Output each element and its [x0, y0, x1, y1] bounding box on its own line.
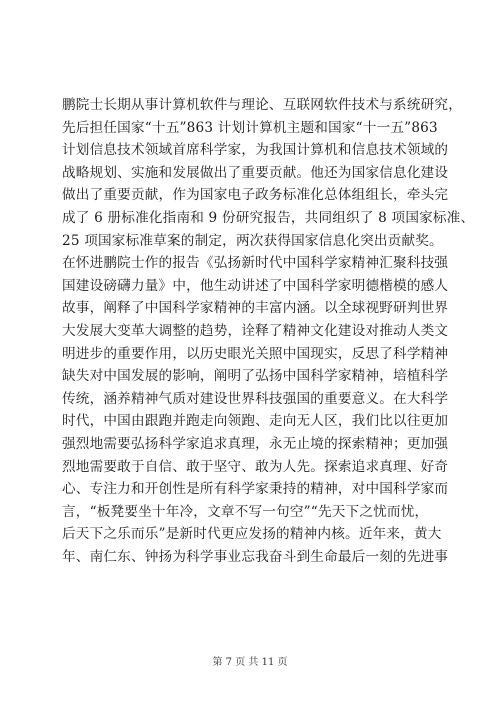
- body-text: [62, 94, 475, 568]
- text-line: 鹏院士长期从事计算机软件与理论、互联网软件技术与系统研究，: [62, 97, 463, 113]
- page-number-footer: 第 7 页 共 11 页: [212, 657, 288, 668]
- text-line: 心、专注力和开创性是所有科学家秉持的精神，对中国科学家而: [62, 481, 449, 498]
- text-line: 大发展大变革大调整的趋势，诠释了精神文化建设对推动人类文: [62, 322, 449, 339]
- text-line: 国建设磅礴力量》中，他生动讲述了中国科学家明德楷模的感人: [62, 277, 449, 294]
- text-line: 缺失对中国发展的影响，阐明了弘扬中国科学家精神，培植科学: [62, 368, 449, 385]
- text-line: 烈地需要敢于自信、敢于坚守、敢为人先。探索追求真理、好奇: [62, 458, 449, 475]
- text-line: 战略规划、实施和发展做出了重要贡献。他还为国家信息化建设: [62, 164, 449, 181]
- text-line: 成了 6 册标准化指南和 9 份研究报告，共同组织了 8 项国家标准、: [62, 209, 475, 226]
- text-line: 做出了重要贡献，作为国家电子政务标准化总体组组长，牵头完: [62, 187, 449, 204]
- text-line: 后天下之乐而乐”是新时代更应发扬的精神内核。近年来，黄大: [62, 526, 442, 543]
- text-line: 故事，阐释了中国科学家精神的丰富内涵。以全球视野研判世界: [62, 300, 449, 317]
- text-line: 在怀进鹏院士作的报告《弘扬新时代中国科学家精神汇聚科技强: [62, 255, 449, 272]
- text-line: 强烈地需要弘扬科学家追求真理，永无止境的探索精神；更加强: [62, 435, 449, 452]
- text-line: 25 项国家标准草案的制定，两次获得国家信息化突出贡献奖。: [62, 232, 443, 249]
- text-line: 传统，涵养精神气质对建设世界科技强国的重要意义。在大科学: [62, 390, 449, 407]
- text-line: 言，“板凳要坐十年冷，文章不写一句空”“先天下之忧而忧，: [62, 503, 429, 520]
- text-line: 明进步的重要作用，以历史眼光关照中国现实，反思了科学精神: [62, 345, 449, 362]
- text-line: 计划信息技术领域首席科学家，为我国计算机和信息技术领域的: [62, 142, 449, 159]
- text-line: 时代，中国由跟跑并跑走向领跑、走向无人区，我们比以往更加: [62, 413, 449, 430]
- text-line: 先后担任国家“十五”863 计划计算机主题和国家“十一五”863: [62, 119, 438, 136]
- text-line: 年、南仁东、钟扬为科学事业忘我奋斗到生命最后一刻的先进事: [62, 548, 449, 565]
